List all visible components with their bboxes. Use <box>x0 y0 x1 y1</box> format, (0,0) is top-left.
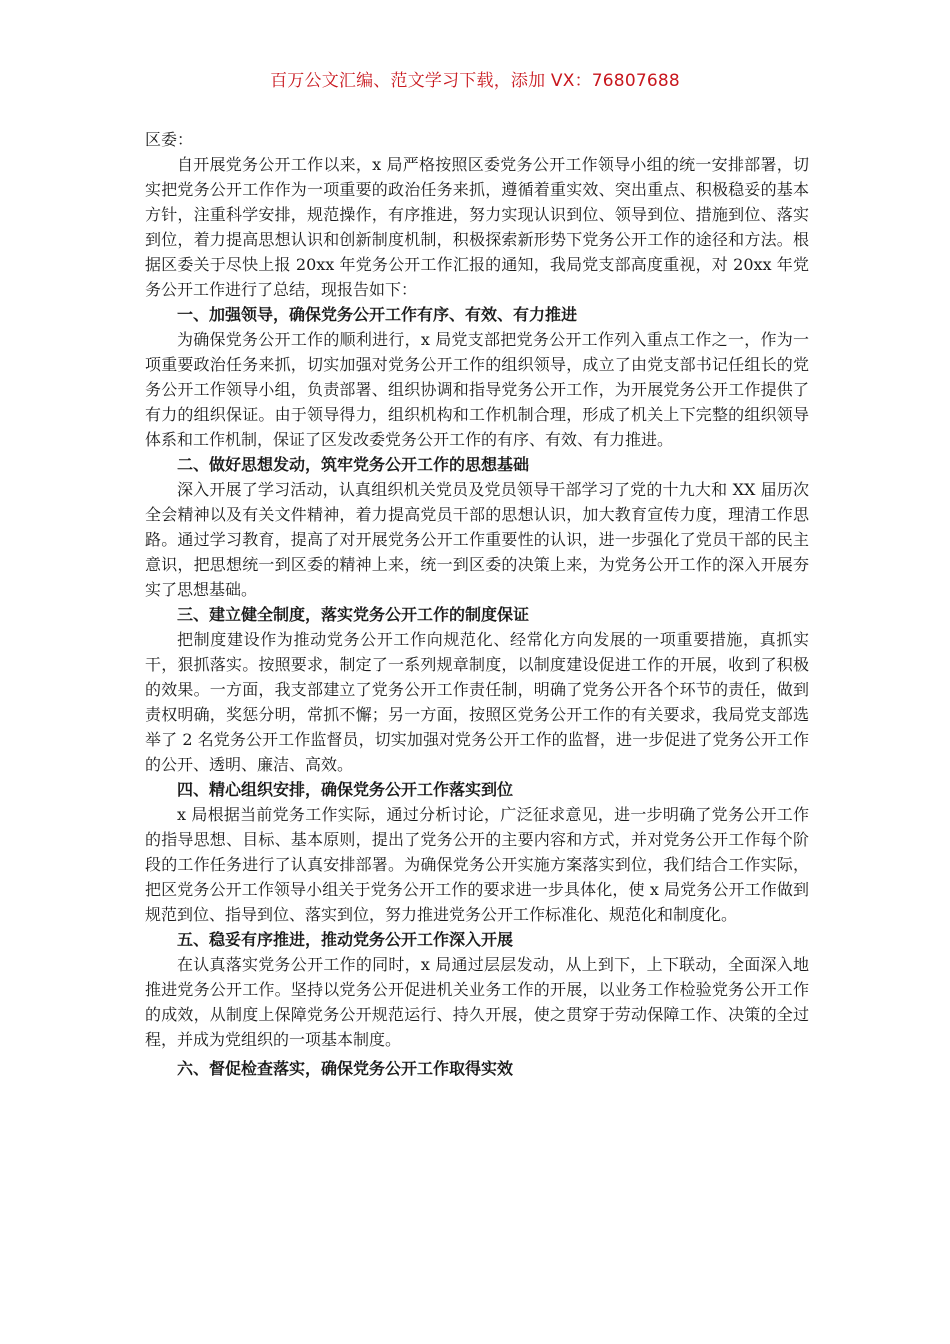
section-paragraph: 把制度建设作为推动党务公开工作向规范化、经常化方向发展的一项重要措施，真抓实干，狠抓落实。按照要求，制定了一系列规章制度，以制度建设促进工作的开展，收到了积极的效果。一方面，我支部建立了党务公开工作责任制，明确了党务公开各个环节的责任，做到责权明确，奖惩分明，常抓不懈；另一方面，按照区党务公开工作的有关要求，我局党支部选举了 2 名党务公开工作监督员，切实加强对党务公开工作的监督，进一步促进了党务公开工作的公开、透明、廉洁、高效。 <box>145 630 809 774</box>
document-body <box>145 127 809 1081</box>
header-banner: 百万公文汇编、范文学习下载，添加 VX：76807688 <box>270 71 680 91</box>
section-paragraph: x 局根据当前党务工作实际，通过分析讨论，广泛征求意见，进一步明确了党务公开工作的指导思想、目标、基本原则，提出了党务公开的主要内容和方式，并对党务公开工作每个阶段的工作任务进行了认真安排部署。为确保党务公开实施方案落实到位，我们结合工作实际，把区党务公开工作领导小组关于党务公开工作的要求进一步具体化，使 x 局党务公开工作做到规范到位、指导到位、落实到位，努力推进党务公开工作标准化、规范化和制度化。 <box>145 805 809 924</box>
section-paragraph: 为确保党务公开工作的顺利进行，x 局党支部把党务公开工作列入重点工作之一，作为一项重要政治任务来抓，切实加强对党务公开工作的组织领导，成立了由党支部书记任组长的党务公开工作领导小组，负责部署、组织协调和指导党务公开工作，为开展党务公开工作提供了有力的组织保证。由于领导得力，组织机构和工作机制合理，形成了机关上下完整的组织领导体系和工作机制，保证了区发改委党务公开工作的有序、有效、有力推进。 <box>145 330 809 449</box>
salutation: 区委： <box>145 130 194 149</box>
section-heading: 二、做好思想发动，筑牢党务公开工作的思想基础 <box>177 455 530 474</box>
section-paragraph: 深入开展了学习活动，认真组织机关党员及党员领导干部学习了党的十九大和 XX 届历次全会精神以及有关文件精神，着力提高党员干部的思想认识，加大教育宣传力度，理清工作思路。通过学习教育，提高了对开展党务公开工作重要性的认识，进一步强化了党员干部的民主意识，把思想统一到区委的精神上来，统一到区委的决策上来，为党务公开工作的深入开展夯实了思想基础。 <box>145 480 809 599</box>
section-heading: 六、督促检查落实，确保党务公开工作取得实效 <box>177 1059 514 1078</box>
section-heading: 三、建立健全制度，落实党务公开工作的制度保证 <box>177 605 530 624</box>
intro-paragraph: 自开展党务公开工作以来，x 局严格按照区委党务公开工作领导小组的统一安排部署，切实把党务公开工作作为一项重要的政治任务来抓，遵循着重实效、突出重点、积极稳妥的基本方针，注重科学安排，规范操作，有序推进，努力实现认识到位、领导到位、措施到位、落实到位，着力提高思想认识和创新制度机制，积极探索新形势下党务公开工作的途径和方法。根据区委关于尽快上报 20xx 年党务公开工作汇报的通知，我局党支部高度重视，对 20xx 年党务公开工作进行了总结，现报告如下： <box>145 155 809 299</box>
section-heading: 五、稳妥有序推进，推动党务公开工作深入开展 <box>177 930 514 949</box>
section-heading: 四、精心组织安排，确保党务公开工作落实到位 <box>177 780 514 799</box>
section-heading: 一、加强领导，确保党务公开工作有序、有效、有力推进 <box>177 305 578 324</box>
section-paragraph: 在认真落实党务公开工作的同时，x 局通过层层发动，从上到下，上下联动，全面深入地推进党务公开工作。坚持以党务公开促进机关业务工作的开展，以业务工作检验党务公开工作的成效，从制度上保障党务公开规范运行、持久开展，使之贯穿于劳动保障工作、决策的全过程，并成为党组织的一项基本制度。 <box>145 955 809 1049</box>
